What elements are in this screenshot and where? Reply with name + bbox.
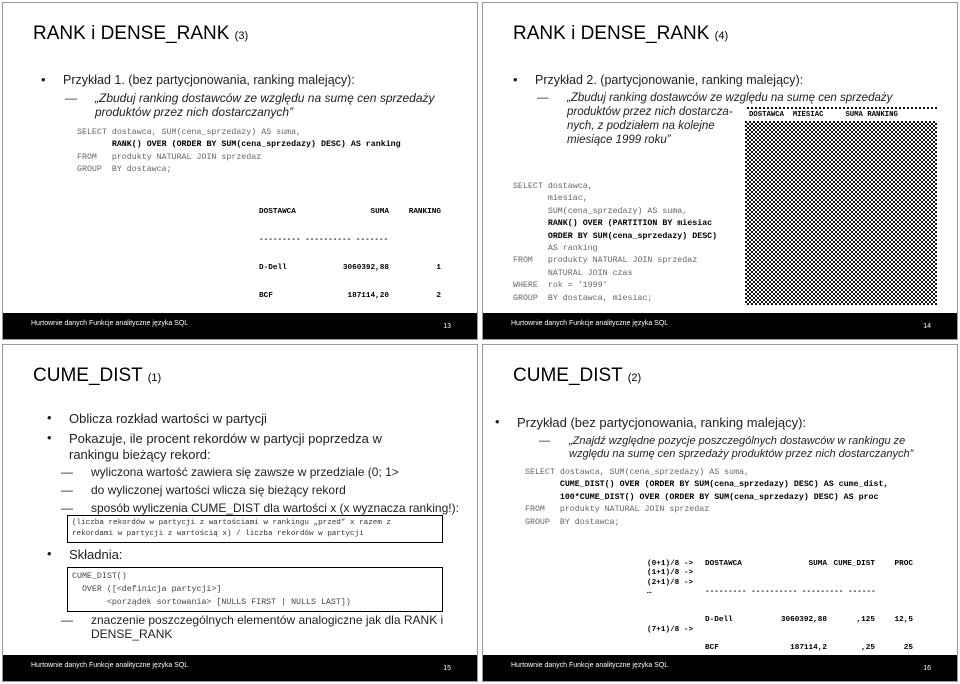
- dash-formula: — sposób wyliczenia CUME_DIST dla wartości x (x wyznacza ranking!):: [91, 501, 459, 515]
- slide-title: CUME_DIST (1): [33, 365, 162, 386]
- page-number: 16: [923, 665, 931, 672]
- sql-code: SELECT dostawca, SUM(cena_sprzedazy) AS suma, CUME_DIST() OVER (ORDER BY SUM(cena_sprzedazy) DESC) AS cume_dist, 100*CUME_DIST() OVER (ORDER BY SUM(cena_sprzedazy) DESC) AS proc FROM produkty NATURAL JOIN sprzedaz GROUP BY dostawca;: [525, 468, 889, 527]
- slide-title: CUME_DIST (2): [513, 365, 642, 386]
- slide-16: [482, 344, 958, 682]
- slide-footer: Hurtownie danych Funkcje analityczne języka SQL 13: [3, 313, 477, 339]
- slide-title: RANK i DENSE_RANK (4): [513, 23, 729, 44]
- bullet-example: • Przykład 2. (partycjonowanie, ranking malejący):: [535, 73, 803, 87]
- sql-code: SELECT dostawca, miesiac, SUM(cena_sprzedazy) AS suma, RANK() OVER (PARTITION BY miesiac ORDER BY SUM(cena_sprzedazy) DESC) AS ranking FROM produkty NATURAL JOIN sprzedaz NATURAL JOIN czas WHERE rok = '1999' GROUP BY dostawca, miesiac;: [513, 182, 718, 303]
- bullet-description: • Oblicza rozkład wartości w partycji: [69, 411, 267, 426]
- table-header: DOSTAWCA MIESIAC SUMA RANKING: [745, 109, 937, 121]
- result-table: DOSTAWCA SUMA CUME_DIST PROC --------- ---------- --------- ------ D-Dell 3060392,88 ,125 12,5 BCF 187114,2 ,25 25: [705, 541, 913, 682]
- bullet-percent: • Pokazuje, ile procent rekordów w partycji poprzedza w rankingu bieżący rekord:: [69, 431, 382, 463]
- dash-range: — wyliczona wartość zawiera się zawsze w przedziale (0; 1>: [91, 465, 399, 479]
- page-number: 15: [443, 665, 451, 672]
- bullet-example: • Przykład (bez partycjonowania, ranking malejący):: [517, 415, 806, 430]
- formula-box: (liczba rekordów w partycji z wartościami w rankingu „przed” x razem z rekordami w partycji z wartością x) / liczba rekordów w partycji: [67, 515, 443, 543]
- page-number: 13: [443, 323, 451, 330]
- bullet-example: • Przykład 1. (bez partycjonowania, ranking malejący):: [63, 73, 355, 87]
- table-row: D-Dell 3060392,88 1: [259, 264, 441, 273]
- slide-13: [2, 2, 478, 340]
- slide-footer: Hurtownie danych Funkcje analityczne języka SQL 15: [3, 655, 477, 681]
- table-row: D-Dell 3060392,88 ,125 12,5: [705, 616, 913, 625]
- table-row: BCF 187114,20 2: [259, 292, 441, 301]
- syntax-box: CUME_DIST() OVER ([<definicja partycji>] <porządek sortowania> [NULLS FIRST | NULLS LAST]): [67, 567, 443, 612]
- task-description: — „Zbuduj ranking dostawców ze względu na sumę cen sprzedaży produktów przez nich dostarczanych”: [95, 91, 435, 119]
- sql-code: SELECT dostawca, SUM(cena_sprzedazy) AS suma, RANK() OVER (ORDER BY SUM(cena_sprzedazy) DESC) AS ranking FROM produkty NATURAL JOIN sprzedaz GROUP BY dostawca;: [77, 128, 401, 175]
- task-description: — „Znajdź względne pozycje poszczególnych dostawców w rankingu ze względu na sumę cen sprzedaży produktów przez nich dostarczanych”: [569, 435, 913, 461]
- table-header: DOSTAWCA SUMA RANKING: [259, 207, 441, 216]
- slide-title: RANK i DENSE_RANK (3): [33, 23, 249, 44]
- task-description: — „Zbuduj ranking dostawców ze względu na sumę cen sprzedaży produktów przez nich dostarcza- nych, z podziałem na kolejne miesiące 1999 roku”: [567, 91, 892, 147]
- table-row: BCF 187114,2 ,25 25: [705, 644, 913, 653]
- slide-footer: Hurtownie danych Funkcje analityczne języka SQL 14: [483, 313, 957, 339]
- slide-15: [2, 344, 478, 682]
- table-header: DOSTAWCA SUMA CUME_DIST PROC: [705, 559, 913, 568]
- page-number: 14: [923, 323, 931, 330]
- dash-meaning: — znaczenie poszczególnych elementów analogiczne jak dla RANK i DENSE_RANK: [91, 613, 443, 641]
- result-table: DOSTAWCA SUMA RANKING --------- ---------- ------- D-Dell 3060392,88 1 BCF 187114,20 2: [259, 189, 441, 340]
- obscured-result-table: [745, 107, 937, 305]
- slide-footer: Hurtownie danych Funkcje analityczne języka SQL 16: [483, 655, 957, 681]
- dash-current: — do wyliczonej wartości wlicza się bieżący rekord: [91, 483, 346, 497]
- bullet-syntax: • Składnia:: [69, 547, 122, 562]
- slide-14: [482, 2, 958, 340]
- calculation-notes: (0+1)/8 -> (1+1)/8 -> (2+1)/8 -> … (7+1)/8 ->: [647, 560, 694, 634]
